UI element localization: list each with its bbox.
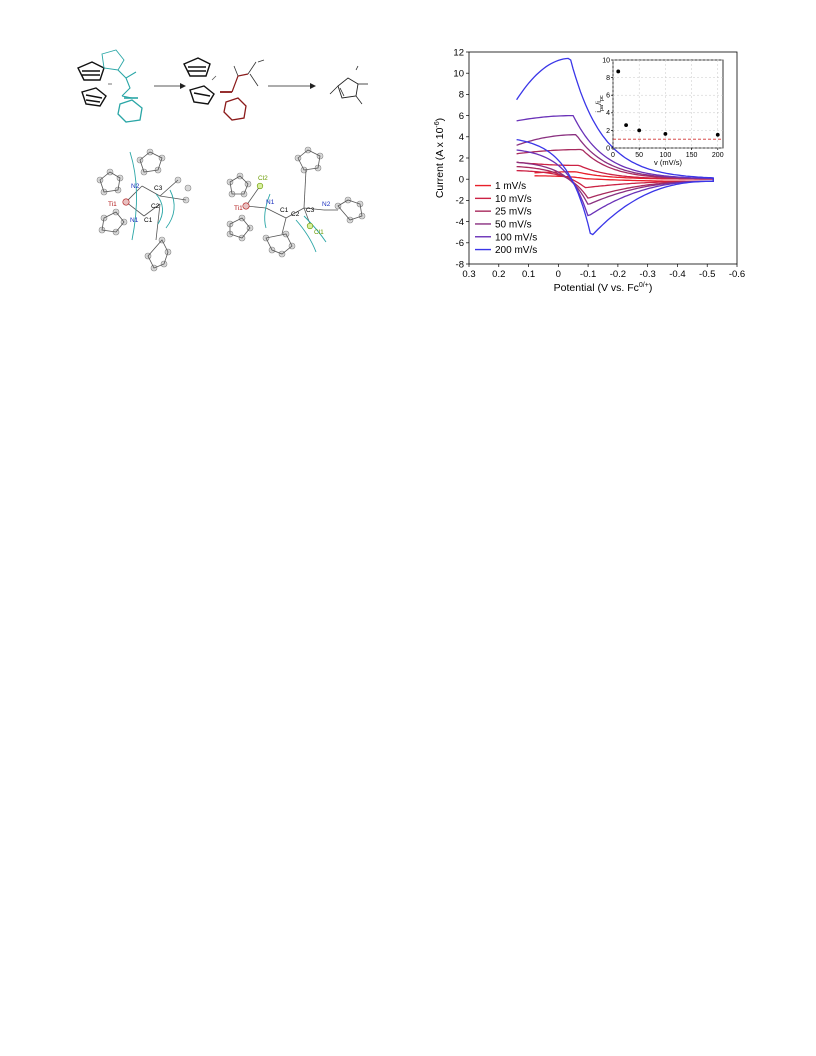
x-tick-label: 0.1 <box>521 269 536 280</box>
legend-label: 1 mV/s <box>495 181 527 193</box>
x-axis-title: Potential (V vs. $Fc^{0/+}$) <box>553 282 653 294</box>
atom-label-n2-a: N2 <box>131 183 140 190</box>
cv-legend <box>475 181 537 256</box>
inset-x-tick-label: 200 <box>711 152 724 159</box>
y-tick-label: 6 <box>458 110 464 122</box>
crystal-structure-a <box>97 149 191 271</box>
y-tick-label: -8 <box>455 259 464 271</box>
atom-label-cl1-b: Cl1 <box>314 229 324 236</box>
cyclic-voltammetry-chart <box>425 42 755 302</box>
inset-y-tick-label: 0 <box>606 145 610 153</box>
y-axis-title: Current (A x $10^{-6}$) <box>434 117 446 199</box>
x-tick-label: 0 <box>555 269 561 280</box>
x-tick-label: -0.3 <box>639 269 656 280</box>
atom-label-cl2-b: Cl2 <box>258 175 268 182</box>
inset-x-tick-label: 100 <box>659 152 672 159</box>
inset-y-tick-label: 8 <box>606 75 610 82</box>
reaction-arrow-2 <box>268 83 316 89</box>
inset-points <box>616 70 719 137</box>
atom-label-c2-a: C2 <box>151 203 160 210</box>
atom-label-ti1-a: Ti1 <box>108 201 117 208</box>
inset-x-axis-title: v (mV/s) <box>654 158 682 167</box>
y-tick-label: 4 <box>458 132 464 144</box>
compound-1-drawing <box>78 50 142 122</box>
legend-label: 25 mV/s <box>495 206 532 218</box>
x-tick-label: 0.3 <box>462 269 476 280</box>
inset-frame <box>613 60 723 148</box>
inset-x-tick-label: 150 <box>685 152 698 159</box>
crystal-structure-b <box>227 147 365 257</box>
inset-y-axis-title: $i_{pa}/i_{pc}$ <box>594 95 605 113</box>
inset-y-tick-label: 2 <box>606 127 610 135</box>
inset-y-tick-label: 4 <box>606 110 610 118</box>
legend-label: 50 mV/s <box>495 219 532 231</box>
legend-label: 10 mV/s <box>495 193 532 205</box>
y-tick-label: -6 <box>455 238 464 250</box>
x-tick-label: -0.1 <box>579 269 597 280</box>
product-drawing <box>330 66 368 104</box>
y-tick-label: 0 <box>458 174 464 186</box>
y-tick-label: 12 <box>453 47 464 59</box>
inset-scatter-plot <box>594 57 724 167</box>
inset-y-tick-label: 10 <box>602 57 610 65</box>
atom-label-c1-b: C1 <box>280 207 289 214</box>
cv-curves <box>517 58 714 234</box>
y-tick-label: 2 <box>458 153 464 165</box>
atom-label-c1-a: C1 <box>144 217 153 224</box>
atom-label-ti1-b: Ti1 <box>234 205 243 212</box>
y-tick-label: 8 <box>458 89 464 101</box>
x-tick-label: -0.4 <box>669 269 686 280</box>
inset-axes <box>602 57 724 159</box>
x-tick-label: 0.2 <box>492 269 506 280</box>
inset-point <box>716 133 720 137</box>
legend-label: 100 mV/s <box>495 232 538 244</box>
inset-y-tick-label: 6 <box>606 92 610 100</box>
inset-point <box>616 70 620 74</box>
compound-2-drawing <box>184 58 264 120</box>
inset-x-tick-label: 0 <box>611 152 615 159</box>
x-tick-label: -0.5 <box>699 269 716 280</box>
x-tick-label: -0.2 <box>609 269 627 280</box>
inset-point <box>624 123 628 127</box>
y-tick-label: -2 <box>455 195 464 207</box>
atom-label-n1-a: N1 <box>130 217 139 224</box>
atom-label-n1-b: N1 <box>266 199 275 206</box>
y-tick-label: 10 <box>453 68 464 80</box>
inset-x-tick-label: 50 <box>635 152 644 159</box>
x-tick-label: -0.6 <box>728 269 746 280</box>
atom-label-c3-a: C3 <box>154 185 163 192</box>
y-tick-label: -4 <box>455 216 464 228</box>
reaction-scheme-figure <box>60 40 400 310</box>
legend-label: 200 mV/s <box>495 245 538 257</box>
atom-label-c3-b: C3 <box>306 207 315 214</box>
atom-label-c2-b: C2 <box>291 211 300 218</box>
atom-label-n2-b: N2 <box>322 201 331 208</box>
inset-point <box>637 129 641 133</box>
cv-curve-5 <box>517 58 714 234</box>
reaction-arrow-1 <box>154 83 186 89</box>
inset-point <box>663 132 667 136</box>
